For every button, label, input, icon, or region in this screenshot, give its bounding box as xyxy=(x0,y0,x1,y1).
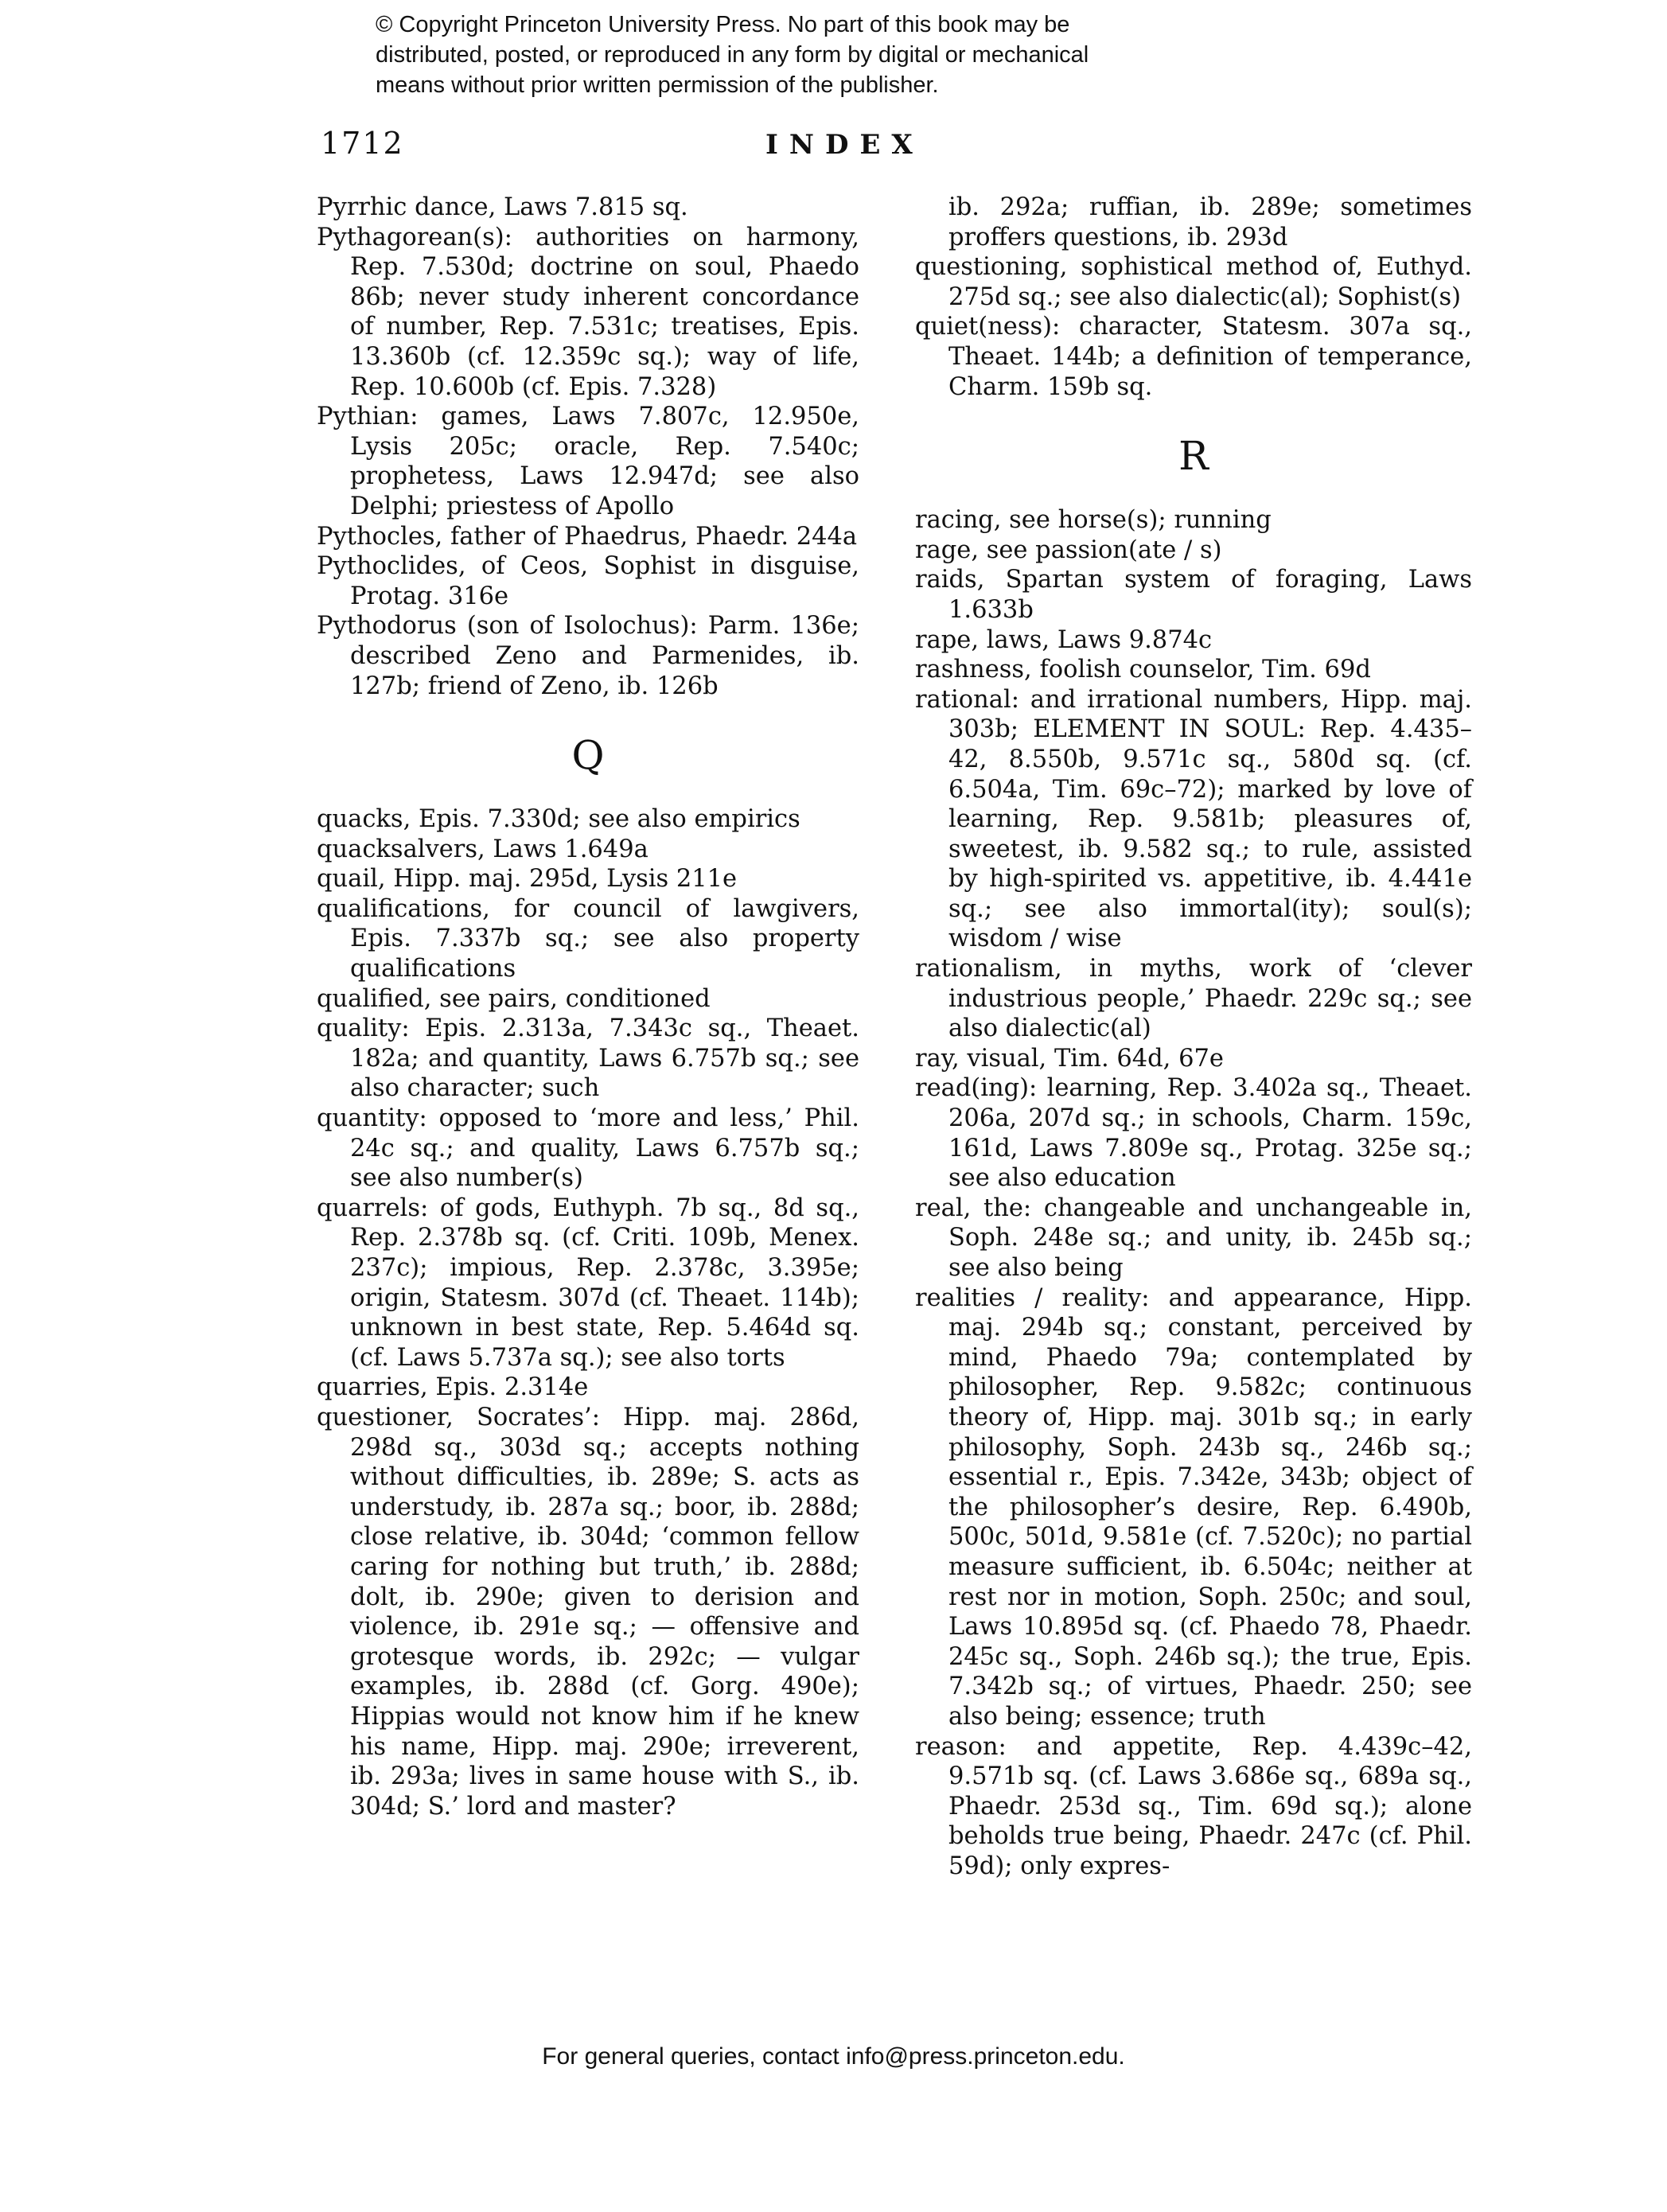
index-entry: realities / reality: and appearance, Hipp. maj. 294b sq.; constant, perceived by mind, Phaedo 79a; contemplated by philosopher, Rep. 9.582c; continuous theory of, Hipp. maj. 301b sq.; in early philosophy, Soph. 243b sq., 246b sq.; essential r., Epis. 7.342e, 343b; object of the philosopher’s desire, Rep. 6.490b, 500c, 501d, 9.581e (cf. 7.520c); no partial measure sufficient, ib. 6.504c; neither at rest nor in motion, Soph. 250c; and soul, Laws 10.895d sq. (cf. Phaedo 78, Phaedr. 245c sq., Soph. 246b sq.); the true, Epis. 7.342b sq.; of virtues, Phaedr. 250; see also being; essence; truth xyxy=(915,1283,1472,1731)
page-number: 1712 xyxy=(321,126,404,161)
index-entry: quarries, Epis. 2.314e xyxy=(317,1373,589,1402)
section-letter-r: R xyxy=(1178,433,1209,480)
index-entry: Pythocles, father of Phaedrus, Phaedr. 244a xyxy=(317,522,858,551)
index-entry: Pythoclides, of Ceos, Sophist in disguise, Protag. 316e xyxy=(317,552,859,610)
copyright-notice xyxy=(376,10,1330,100)
index-entry: quail, Hipp. maj. 295d, Lysis 211e xyxy=(317,865,738,894)
index-entry: ray, visual, Tim. 64d, 67e xyxy=(915,1044,1224,1073)
index-entry: rashness, foolish counselor, Tim. 69d xyxy=(915,656,1371,684)
index-entry: real, the: changeable and unchangeable in, Soph. 248e sq.; and unity, ib. 245b sq.; see also being xyxy=(915,1194,1472,1282)
index-entry: rage, see passion(ate / s) xyxy=(915,535,1222,564)
index-entry: questioner, Socrates’: Hipp. maj. 286d, 298d sq., 303d sq.; accepts nothing without difficulties, ib. 289e; S. acts as understudy, ib. 287a sq.; boor, ib. 288d; close relative, ib. 304d; ‘common fellow caring for nothing but truth,’ ib. 288d; dolt, ib. 290e; given to derision and violence, ib. 291e sq.; — offensive and grotesque words, ib. 292c; — vulgar examples, ib. 288d (cf. Gorg. 490e); Hippias would not know him if he knew his name, Hipp. maj. 290e; irreverent, ib. 293a; lives in same house with S., ib. 304d; S.’ lord and master? xyxy=(317,1403,859,1821)
right-column xyxy=(915,193,1472,1881)
index-entry-continuation: ib. 292a; ruffian, ib. 289e; sometimes proffers questions, ib. 293d xyxy=(948,193,1472,251)
index-entry: Pythagorean(s): authorities on harmony, Rep. 7.530d; doctrine on soul, Phaedo 86b; never study inherent concordance of number, Rep. 7.531c; treatises, Epis. 13.360b (cf. 12.359c sq.); way of life, Rep. 10.600b (cf. Epis. 7.328) xyxy=(317,223,859,401)
index-entry: racing, see horse(s); running xyxy=(915,506,1272,535)
index-entry: qualified, see pairs, conditioned xyxy=(317,984,711,1013)
left-column xyxy=(317,193,859,1821)
running-title: INDEX xyxy=(765,129,924,161)
index-entry: quantity: opposed to ‘more and less,’ Phil. 24c sq.; and quality, Laws 6.757b sq.; see also number(s) xyxy=(317,1104,859,1193)
index-entry: Pythodorus (son of Isolochus): Parm. 136e; described Zeno and Parmenides, ib. 127b; friend of Zeno, ib. 126b xyxy=(317,612,859,700)
index-entry: quacks, Epis. 7.330d; see also empirics xyxy=(317,805,800,834)
index-entry: raids, Spartan system of foraging, Laws 1.633b xyxy=(915,566,1472,624)
section-letter-q: Q xyxy=(571,732,605,779)
index-entry: read(ing): learning, Rep. 3.402a sq., Theaet. 206a, 207d sq.; in schools, Charm. 159c, 161d, Laws 7.809e sq., Protag. 325e sq.; see also education xyxy=(915,1074,1472,1193)
index-entry: rational: and irrational numbers, Hipp. maj. 303b; ELEMENT IN SOUL: Rep. 4.435–42, 8.550b, 9.571c sq., 580d sq. (cf. 6.504a, Tim. 69c–72); marked by love of learning, Rep. 9.581b; pleasures of, sweetest, ib. 9.582 sq.; to rule, assisted by high-spirited vs. appetitive, ib. 4.441e sq.; see also immortal(ity); soul(s); wisdom / wise xyxy=(915,685,1472,953)
index-entry: quality: Epis. 2.313a, 7.343c sq., Theaet. 182a; and quantity, Laws 6.757b sq.; see also character; such xyxy=(317,1014,859,1103)
index-entry: Pyrrhic dance, Laws 7.815 sq. xyxy=(317,193,688,221)
index-entry: quiet(ness): character, Statesm. 307a sq., Theaet. 144b; a definition of temperance, Charm. 159b sq. xyxy=(915,313,1472,401)
index-entry: qualifications, for council of lawgivers, Epis. 7.337b sq.; see also property qualifications xyxy=(317,894,859,983)
index-entry: reason: and appetite, Rep. 4.439c–42, 9.571b sq. (cf. Laws 3.686e sq., 689a sq., Phaedr. 253d sq., Tim. 69d sq.); alone beholds true being, Phaedr. 247c (cf. Phil. 59d); only expres- xyxy=(915,1732,1472,1880)
index-entry: rape, laws, Laws 9.874c xyxy=(915,625,1213,654)
index-entry: quarrels: of gods, Euthyph. 7b sq., 8d sq., Rep. 2.378b sq. (cf. Criti. 109b, Menex. 237c); impious, Rep. 2.378c, 3.395e; origin, Statesm. 307d (cf. Theaet. 114b); unknown in best state, Rep. 5.464d sq. (cf. Laws 5.737a sq.); see also torts xyxy=(317,1194,859,1372)
index-entry: questioning, sophistical method of, Euthyd. 275d sq.; see also dialectic(al); Sophist(s) xyxy=(915,253,1472,311)
index-entry: Pythian: games, Laws 7.807c, 12.950e, Lysis 205c; oracle, Rep. 7.540c; prophetess, Laws 12.947d; see also Delphi; priestess of Apollo xyxy=(317,403,859,520)
copyright-line: © Copyright Princeton University Press. No part of this book may be xyxy=(376,12,1070,37)
copyright-line: means without prior written permission of the publisher. xyxy=(376,72,939,98)
copyright-line: distributed, posted, or reproduced in any form by digital or mechanical xyxy=(376,42,1089,68)
index-entry: rationalism, in myths, work of ‘clever industrious people,’ Phaedr. 229c sq.; see also dialectic(al) xyxy=(915,955,1472,1043)
footer-contact: For general queries, contact info@press.princeton.edu. xyxy=(542,2043,1125,2070)
index-entry: quacksalvers, Laws 1.649a xyxy=(317,835,648,863)
